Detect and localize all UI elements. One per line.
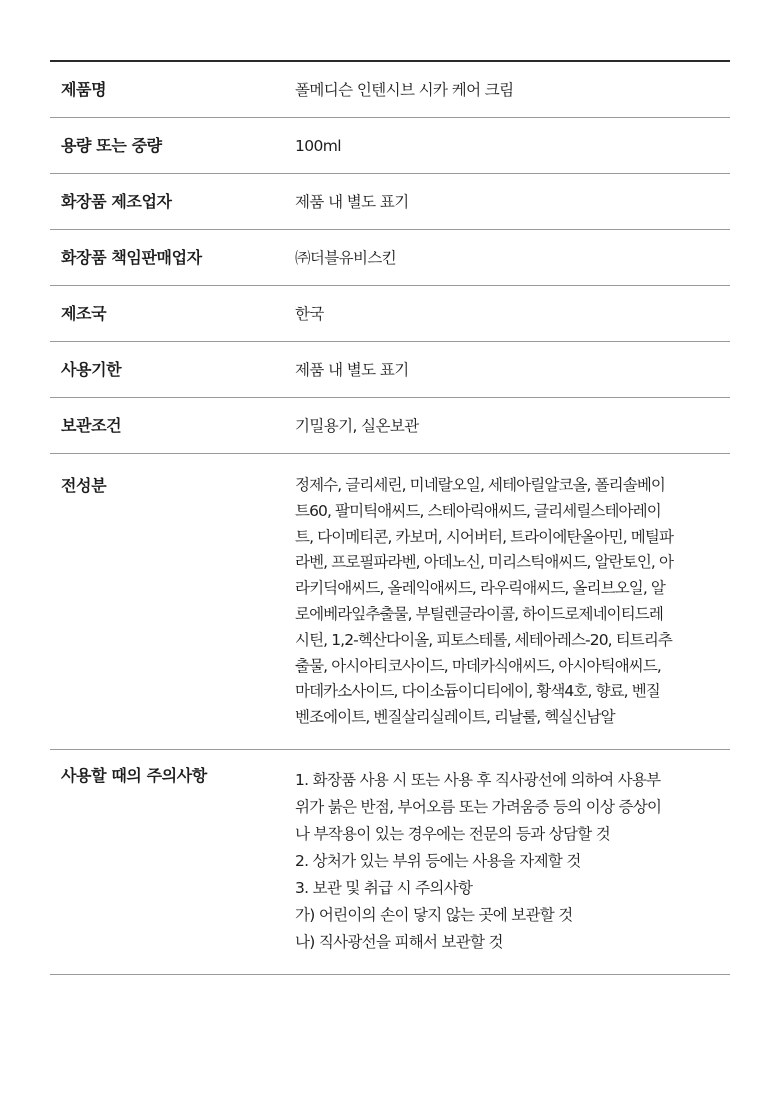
row-manufacturer — [50, 174, 730, 230]
caution-line: 1. 화장품 사용 시 또는 사용 후 직사광선에 의하여 사용부 — [295, 770, 661, 789]
row-value: 기밀용기, 실온보관 — [295, 417, 419, 435]
ingredients-line: 라키딕애씨드, 올레익애씨드, 라우릭애씨드, 올리브오일, 알 — [295, 579, 665, 598]
row-label: 보관조건 — [61, 416, 122, 435]
row-label: 화장품 제조업자 — [61, 192, 172, 211]
row-label: 사용할 때의 주의사항 — [61, 765, 207, 785]
caution-line: 나 부작용이 있는 경우에는 전문의 등과 상담할 것 — [295, 824, 611, 843]
row-value: ㈜더블유비스킨 — [295, 249, 397, 267]
row-label: 제품명 — [61, 80, 107, 99]
row-label: 화장품 책임판매업자 — [61, 248, 202, 267]
row-label: 제조국 — [61, 304, 107, 323]
row-capacity — [50, 118, 730, 174]
ingredients-line: 출물, 아시아티코사이드, 마데카식애씨드, 아시아틱애씨드, — [295, 656, 661, 675]
ingredients-line: 마데카소사이드, 다이소듐이디티에이, 황색4호, 향료, 벤질 — [295, 682, 660, 701]
row-label: 용량 또는 중량 — [61, 136, 162, 155]
row-ingredients — [50, 454, 730, 750]
row-value: 100ml — [295, 137, 341, 155]
ingredients-line: 벤조에이트, 벤질살리실레이트, 리날룰, 헥실신남알 — [295, 708, 615, 727]
caution-text — [295, 750, 730, 974]
row-value: 폴메디슨 인텐시브 시카 케어 크림 — [295, 81, 514, 99]
row-storage — [50, 398, 730, 454]
row-value: 한국 — [295, 305, 324, 323]
caution-line: 가) 어린이의 손이 닿지 않는 곳에 보관할 것 — [295, 905, 573, 924]
caution-line: 위가 붉은 반점, 부어오름 또는 가려움증 등의 이상 증상이 — [295, 797, 662, 816]
ingredients-line: 트60, 팔미틱애씨드, 스테아릭애씨드, 글리세릴스테아레이 — [295, 501, 661, 520]
row-value: 제품 내 별도 표기 — [295, 193, 409, 211]
row-label: 전성분 — [61, 476, 107, 495]
ingredients-list — [295, 454, 730, 749]
caution-line: 나) 직사광선을 피해서 보관할 것 — [295, 932, 503, 951]
row-country — [50, 286, 730, 342]
product-info-table — [50, 60, 730, 975]
row-distributor — [50, 230, 730, 286]
caution-line: 2. 상처가 있는 부위 등에는 사용을 자제할 것 — [295, 851, 581, 870]
caution-line: 3. 보관 및 취급 시 주의사항 — [295, 878, 473, 897]
ingredients-line: 라벤, 프로필파라벤, 아데노신, 미리스틱애씨드, 알란토인, 아 — [295, 553, 674, 572]
row-caution — [50, 750, 730, 975]
row-expiry — [50, 342, 730, 398]
row-product-name — [50, 62, 730, 118]
row-label: 사용기한 — [61, 360, 122, 379]
ingredients-line: 트, 다이메티콘, 카보머, 시어버터, 트라이에탄올아민, 메틸파 — [295, 527, 674, 546]
row-value: 제품 내 별도 표기 — [295, 361, 409, 379]
ingredients-line: 시틴, 1,2-헥산다이올, 피토스테롤, 세테아레스-20, 티트리추 — [295, 630, 673, 649]
ingredients-line: 정제수, 글리세린, 미네랄오일, 세테아릴알코올, 폴리솔베이 — [295, 476, 665, 494]
ingredients-line: 로에베라잎추출물, 부틸렌글라이콜, 하이드로제네이티드레 — [295, 604, 663, 623]
